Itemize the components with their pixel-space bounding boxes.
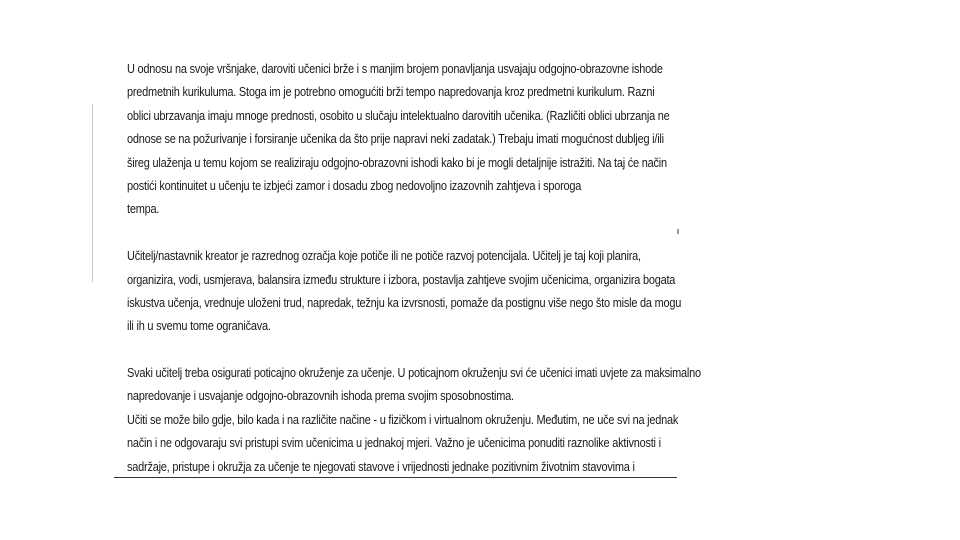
text-line: napredovanje i usvajanje odgojno-obrazovnih ishoda prema svojim sposobnostima. — [127, 389, 514, 404]
paragraph-spacer — [127, 339, 672, 362]
text-line: postići kontinuitet u učenju te izbjeći zamor i dosadu zbog nedovoljno izazovnih zahtjeva i sporoga — [127, 178, 582, 193]
text-line: šireg ulaženja u temu kojom se realiziraju odgojno-obrazovni ishodi kako bi je mogli detaljnije istražiti. Na taj će način — [127, 155, 667, 170]
text-line: Učiti se može bilo gdje, bilo kada i na različite načine - u fizičkom i virtualnom okruženju. Međutim, ne uče svi na jednak — [127, 412, 679, 427]
text-line: predmetnih kurikuluma. Stoga im je potrebno omogućiti brži tempo napredovanja kroz predmetni kurikulum. Razni — [127, 85, 655, 100]
text-line: U odnosu na svoje vršnjake, daroviti učenici brže i s manjim brojem ponavljanja usvajaju odgojno-obrazovne ishode — [127, 62, 663, 76]
paragraph-spacer — [127, 222, 672, 245]
document-text — [127, 58, 701, 479]
text-line: ili ih u svemu tome ograničava. — [127, 319, 271, 334]
paragraph-accelerated-learning — [127, 58, 672, 222]
text-line: Učitelj/nastavnik kreator je razrednog ozračja koje potiče ili ne potiče razvoj potencijala. Učitelj je taj koji planira, — [127, 249, 641, 264]
text-line: tempa. — [127, 202, 160, 217]
text-line: odnose se na požurivanje i forsiranje učenika da što prije napravi neki zadatak.) Trebaju imati mogućnost dubljeg i/ili — [127, 132, 664, 147]
text-line: iskustva učenja, vrednuje uloženi trud, napredak, težnju ka izvrsnosti, pomaže da postignu više nego što misle da mogu — [127, 295, 682, 310]
text-line: Svaki učitelj treba osigurati poticajno okruženje za učenje. U poticajnom okruženju svi će učenici imati uvjete za maksimalno — [127, 366, 701, 381]
bottom-rule — [114, 477, 677, 478]
left-margin-rule — [92, 104, 93, 282]
text-line: način i ne odgovaraju svi pristupi svim učenicima u jednakoj mjeri. Važno je učenicima ponuditi raznolike aktivnosti i — [127, 436, 661, 451]
paragraph-learning-environment — [127, 362, 701, 479]
stray-mark — [677, 229, 679, 234]
text-line: organizira, vodi, usmjerava, balansira između strukture i izbora, postavlja zahtjeve svojim učenicima, organizira bogata — [127, 272, 676, 287]
text-line: sadržaje, pristupe i okružja za učenje te njegovati stavove i vrijednosti jednake pozitivnim životnim stavovima i — [127, 459, 635, 474]
text-line: oblici ubrzavanja imaju mnoge prednosti, osobito u slučaju intelektualno darovitih učenika. (Različiti oblici ubrzanja ne — [127, 108, 670, 123]
paragraph-teacher-role — [127, 245, 682, 339]
